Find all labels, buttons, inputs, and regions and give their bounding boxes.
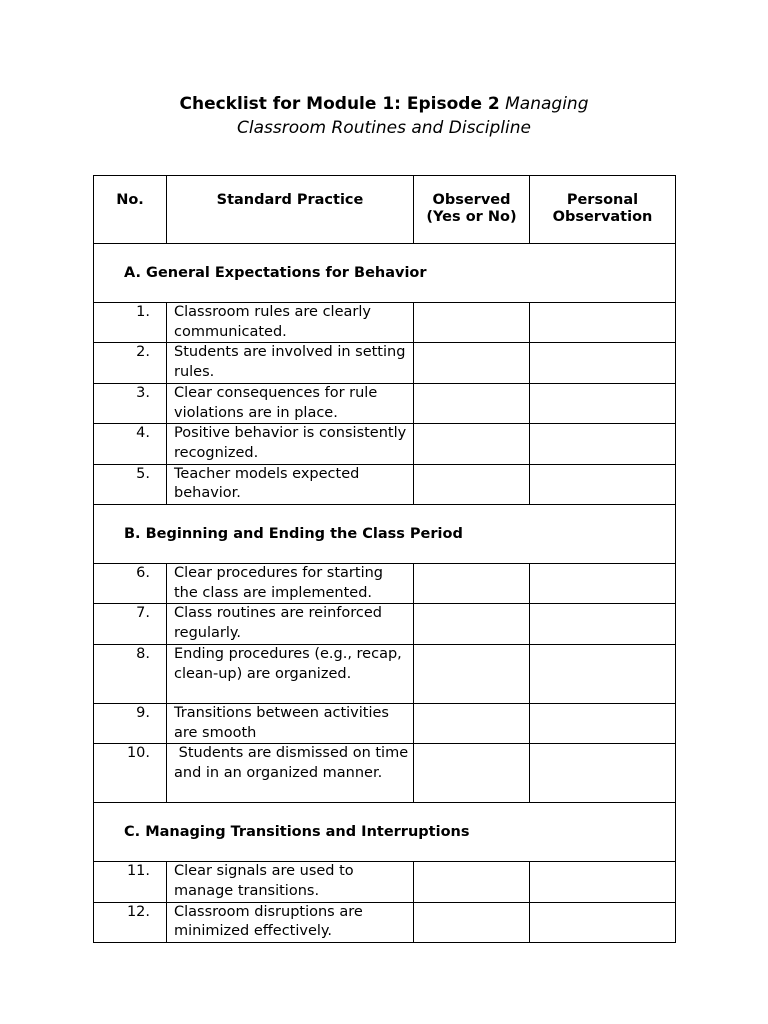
- observed-cell[interactable]: [414, 644, 530, 703]
- personal-observation-cell[interactable]: [530, 744, 676, 803]
- header-row: [94, 176, 676, 244]
- observed-cell[interactable]: [414, 464, 530, 504]
- row-number: 7.: [94, 604, 167, 644]
- table-row: [94, 343, 676, 383]
- title-bold-part: Checklist for Module 1: Episode 2: [179, 94, 500, 114]
- practice-text: Transitions between activities are smooth: [167, 703, 414, 743]
- row-number: 4.: [94, 424, 167, 464]
- section-row: [94, 505, 676, 564]
- row-number: 3.: [94, 383, 167, 423]
- practice-text: Students are dismissed on time and in an organized manner.: [167, 744, 414, 803]
- observed-cell[interactable]: [414, 303, 530, 343]
- row-number: 2.: [94, 343, 167, 383]
- section-heading: B. Beginning and Ending the Class Period: [94, 505, 676, 564]
- row-number: 8.: [94, 644, 167, 703]
- section-row: [94, 244, 676, 303]
- personal-observation-cell[interactable]: [530, 703, 676, 743]
- observed-cell[interactable]: [414, 343, 530, 383]
- personal-observation-cell[interactable]: [530, 644, 676, 703]
- personal-observation-cell[interactable]: [530, 564, 676, 604]
- row-number: 1.: [94, 303, 167, 343]
- checklist-table: [93, 175, 676, 943]
- practice-text: Clear consequences for rule violations are in place.: [167, 383, 414, 423]
- personal-observation-cell[interactable]: [530, 604, 676, 644]
- row-number: 11.: [94, 862, 167, 902]
- header-observed: Observed (Yes or No): [414, 176, 530, 244]
- header-personal-observation: Personal Observation: [530, 176, 676, 244]
- personal-observation-cell[interactable]: [530, 862, 676, 902]
- table-row: [94, 703, 676, 743]
- practice-text: Class routines are reinforced regularly.: [167, 604, 414, 644]
- document-title: [0, 92, 768, 140]
- practice-text: Students are involved in setting rules.: [167, 343, 414, 383]
- section-row: [94, 803, 676, 862]
- practice-text: Ending procedures (e.g., recap, clean-up) are organized.: [167, 644, 414, 703]
- observed-cell[interactable]: [414, 604, 530, 644]
- practice-text: Positive behavior is consistently recognized.: [167, 424, 414, 464]
- observed-cell[interactable]: [414, 862, 530, 902]
- observed-cell[interactable]: [414, 564, 530, 604]
- row-number: 12.: [94, 902, 167, 942]
- table-row: [94, 604, 676, 644]
- row-number: 5.: [94, 464, 167, 504]
- practice-text: Clear signals are used to manage transitions.: [167, 862, 414, 902]
- header-no: No.: [94, 176, 167, 244]
- personal-observation-cell[interactable]: [530, 303, 676, 343]
- observed-cell[interactable]: [414, 902, 530, 942]
- practice-text: Teacher models expected behavior.: [167, 464, 414, 504]
- observed-cell[interactable]: [414, 424, 530, 464]
- row-number: 10.: [94, 744, 167, 803]
- personal-observation-cell[interactable]: [530, 424, 676, 464]
- practice-text: Classroom rules are clearly communicated.: [167, 303, 414, 343]
- row-number: 6.: [94, 564, 167, 604]
- practice-text: Clear procedures for starting the class are implemented.: [167, 564, 414, 604]
- observed-cell[interactable]: [414, 744, 530, 803]
- table-row: [94, 902, 676, 942]
- personal-observation-cell[interactable]: [530, 343, 676, 383]
- title-italic-part-1: Managing: [505, 94, 589, 114]
- table-row: [94, 564, 676, 604]
- personal-observation-cell[interactable]: [530, 464, 676, 504]
- table-row: [94, 862, 676, 902]
- header-standard-practice: Standard Practice: [167, 176, 414, 244]
- personal-observation-cell[interactable]: [530, 383, 676, 423]
- section-heading: A. General Expectations for Behavior: [94, 244, 676, 303]
- table-row: [94, 464, 676, 504]
- row-number: 9.: [94, 703, 167, 743]
- personal-observation-cell[interactable]: [530, 902, 676, 942]
- title-italic-part-2: Classroom Routines and Discipline: [237, 118, 531, 138]
- table-row: [94, 424, 676, 464]
- practice-text: Classroom disruptions are minimized effectively.: [167, 902, 414, 942]
- observed-cell[interactable]: [414, 383, 530, 423]
- section-heading: C. Managing Transitions and Interruptions: [94, 803, 676, 862]
- table-row: [94, 383, 676, 423]
- table-row: [94, 744, 676, 803]
- table-row: [94, 303, 676, 343]
- table-row: [94, 644, 676, 703]
- observed-cell[interactable]: [414, 703, 530, 743]
